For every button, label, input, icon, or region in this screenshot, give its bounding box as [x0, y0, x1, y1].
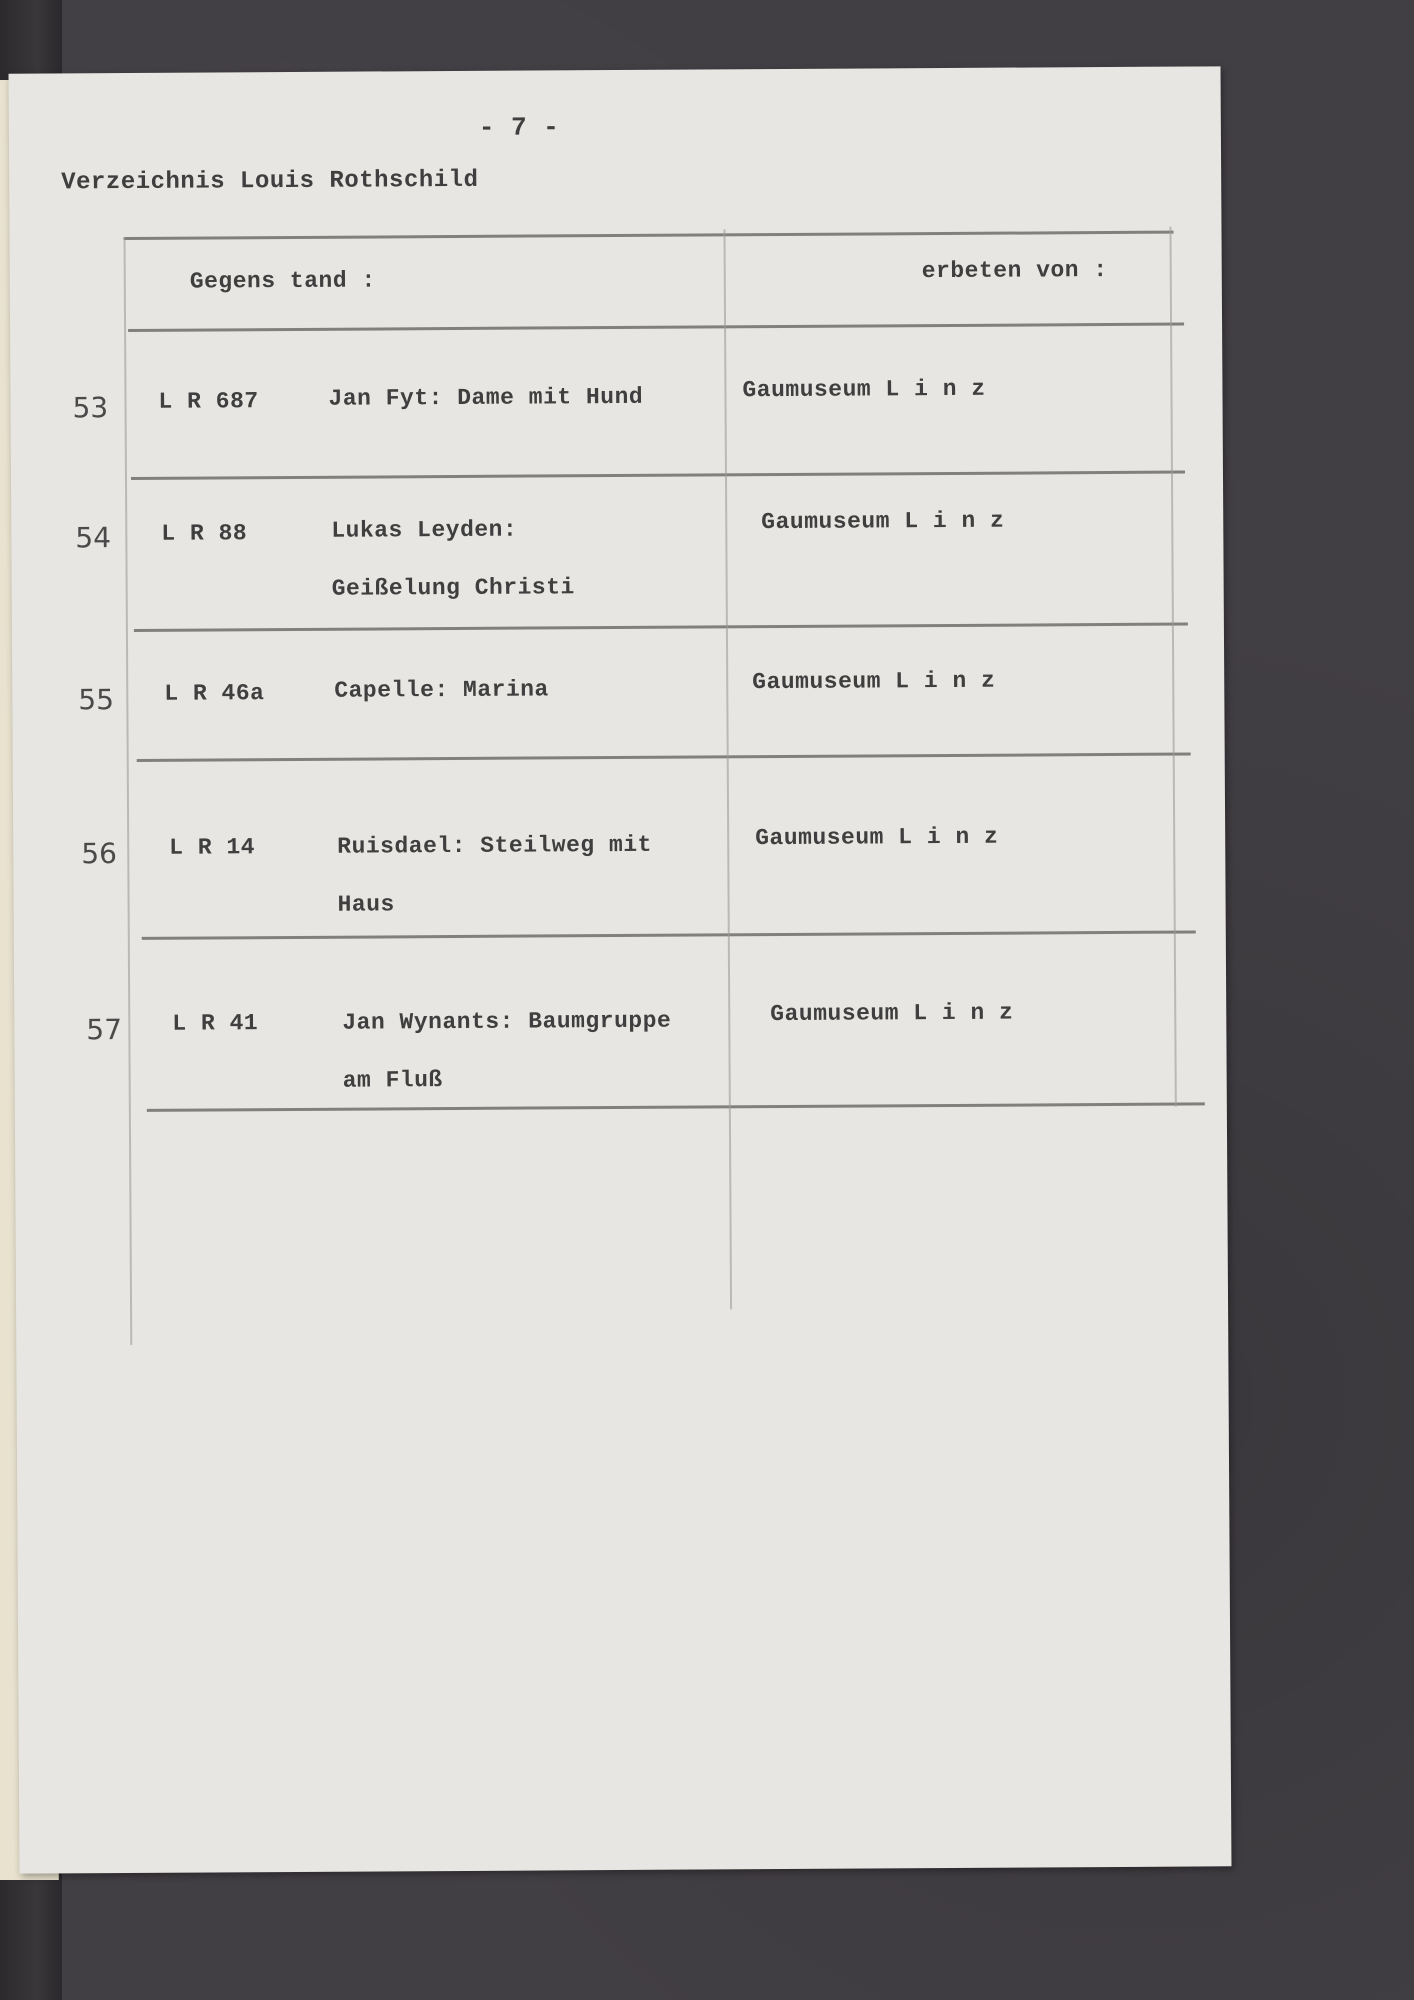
row-number: 53 — [72, 391, 109, 425]
object-description-cont: am Fluß — [342, 1067, 443, 1094]
row-rule-57 — [147, 1102, 1205, 1111]
table-column-divider — [723, 229, 732, 1309]
object-description: Capelle: Marina — [334, 676, 549, 704]
row-number: 56 — [81, 837, 118, 871]
inventory-ref: L R 88 — [161, 520, 248, 547]
page-heading: Verzeichnis Louis Rothschild — [61, 166, 479, 197]
row-number: 55 — [78, 683, 115, 717]
table-left-border — [124, 237, 133, 1345]
object-description-cont: Geißelung Christi — [331, 574, 575, 602]
object-description: Jan Wynants: Baumgruppe — [342, 1007, 672, 1036]
inventory-ref: L R 46a — [164, 680, 265, 707]
row-rule-54 — [134, 623, 1188, 632]
inventory-ref: L R 41 — [172, 1010, 259, 1037]
table-right-border — [1169, 227, 1176, 1107]
object-description: Jan Fyt: Dame mit Hund — [328, 383, 644, 412]
row-number: 54 — [75, 521, 112, 555]
row-rule-55 — [137, 753, 1191, 762]
page-number: - 7 - — [478, 112, 560, 143]
requested-by: Gaumuseum L i n z — [755, 823, 999, 852]
object-description-cont: Haus — [337, 891, 395, 918]
inventory-ref: L R 14 — [169, 834, 256, 861]
requested-by: Gaumuseum L i n z — [761, 507, 1005, 536]
table-top-rule — [124, 231, 1174, 240]
requested-by: Gaumuseum L i n z — [770, 999, 1014, 1028]
row-number: 57 — [86, 1013, 123, 1047]
requested-by: Gaumuseum L i n z — [742, 375, 986, 404]
document-page — [9, 66, 1232, 1873]
object-description: Ruisdael: Steilweg mit — [337, 831, 652, 860]
header-bottom-rule — [128, 323, 1184, 332]
object-description: Lukas Leyden: — [331, 516, 518, 544]
inventory-ref: L R 687 — [158, 388, 259, 415]
row-rule-53 — [131, 471, 1185, 480]
row-rule-56 — [142, 930, 1196, 939]
header-requested-by: erbeten von : — [921, 257, 1108, 285]
requested-by: Gaumuseum L i n z — [752, 667, 996, 696]
header-object: Gegens tand : — [189, 267, 376, 295]
